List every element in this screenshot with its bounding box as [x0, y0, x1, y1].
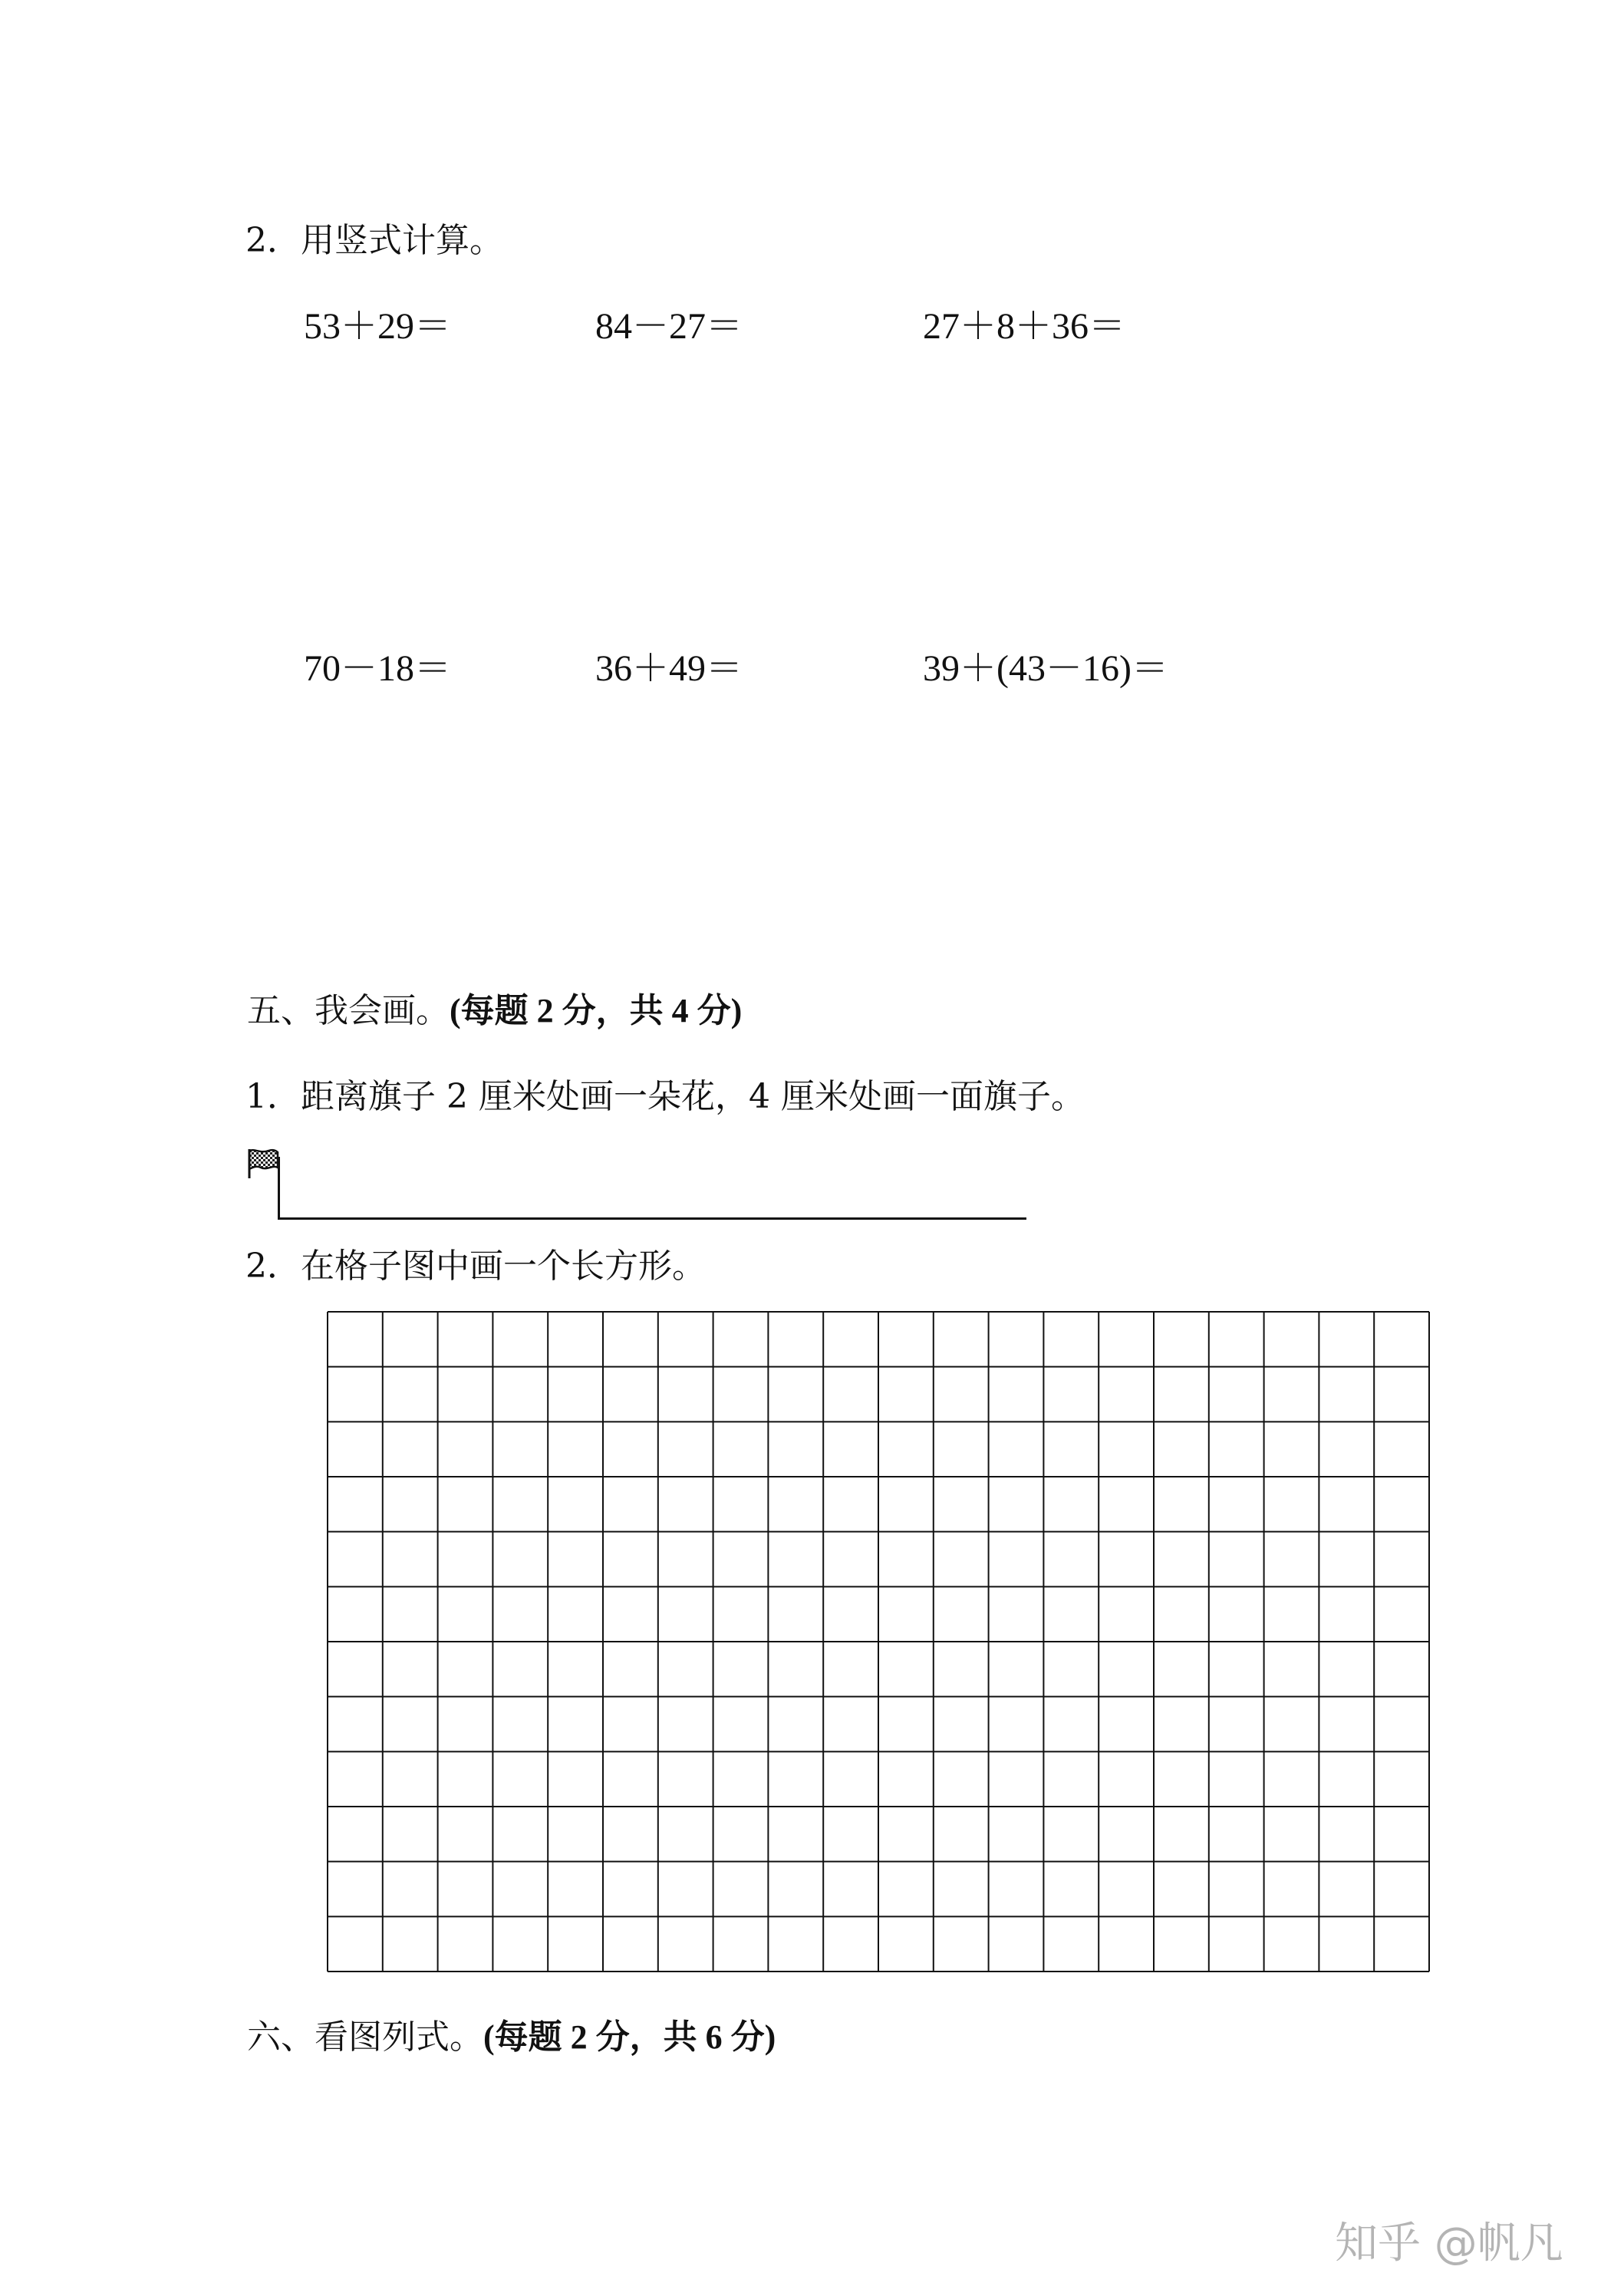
q2-title: 2．用竖式计算。 [245, 221, 503, 260]
watermark: 知乎 @帆凡 [1335, 2219, 1563, 2268]
section5-q1: 1．距离旗子 2 厘米处画一朵花，4 厘米处画一面旗子。 [245, 1077, 1085, 1116]
flag-icon [247, 1148, 281, 1178]
equation-3: 27＋8＋36＝ [923, 306, 1126, 347]
equation-2: 84－27＝ [595, 306, 743, 347]
section5-heading [247, 991, 743, 1030]
section6-score: (每题 2 分，共 6 分) [483, 2018, 776, 2056]
section5-q2: 2．在格子图中画一个长方形。 [245, 1247, 706, 1286]
section6-heading [247, 2018, 776, 2057]
drawing-grid[interactable] [326, 1310, 1432, 1975]
ruler-line [278, 1217, 1026, 1220]
equation-5: 36＋49＝ [595, 648, 743, 689]
ruler-start-post [278, 1157, 280, 1218]
equation-4: 70－18＝ [304, 648, 452, 689]
section6-title: 六、看图列式。 [247, 2018, 483, 2057]
equation-1: 53＋29＝ [304, 306, 452, 347]
section5-title: 五、我会画。 [247, 991, 450, 1030]
equation-6: 39＋(43－16)＝ [923, 648, 1168, 689]
section5-score: (每题 2 分，共 4 分) [450, 992, 743, 1029]
